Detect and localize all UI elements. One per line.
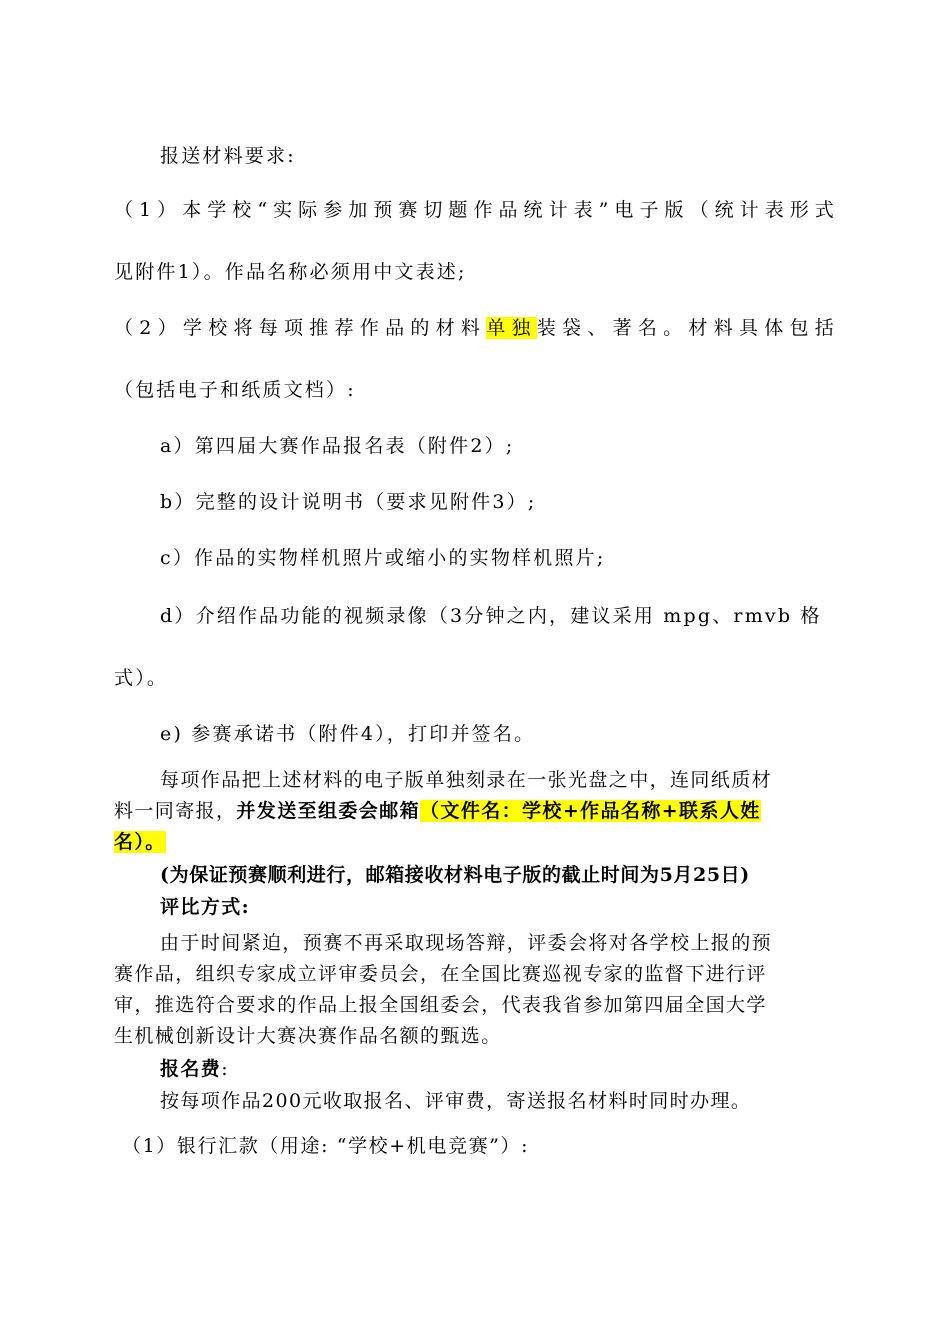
evaluation-line-2: 赛作品，组织专家成立评审委员会，在全国比赛巡视专家的监督下进行评 (114, 963, 767, 985)
fee-heading-colon: : (221, 1058, 230, 1080)
item-2-text-cont: 装袋、著名。材料具体包括 (536, 317, 837, 339)
item-2-line-1 (114, 316, 836, 340)
sub-item-d-line-1: d）介绍作品功能的视频录像（3分钟之内，建议采用 mpg、rmvb 格 (160, 605, 822, 627)
bank-transfer-line: （1）银行汇款（用途: “学校+机电竞赛”）: (122, 1135, 530, 1157)
item-1-line-2: 见附件1）。作品名称必须用中文表述; (114, 261, 467, 283)
filename-rule-highlight-end: 名）。 (114, 831, 166, 853)
sub-item-c: c）作品的实物样机照片或缩小的实物样机照片; (160, 547, 606, 569)
fee-heading-label: 报名费 (160, 1058, 222, 1080)
item-2-text: （2）学校将每项推荐作品的材料 (114, 317, 487, 339)
filename-rule-highlight: （文件名：学校+作品名称+联系人姓 (420, 800, 761, 822)
evaluation-line-4: 生机械创新设计大赛决赛作品名额的甄选。 (114, 1025, 502, 1047)
fee-line: 按每项作品200元收取报名、评审费，寄送报名材料时同时办理。 (160, 1090, 752, 1112)
evaluation-line-1: 由于时间紧迫，预赛不再采取现场答辩，评委会将对各学校上报的预 (160, 932, 773, 954)
evaluation-heading: 评比方式: (160, 896, 251, 918)
fee-heading (160, 1057, 229, 1081)
sub-item-d-line-2: 式）。 (114, 667, 169, 689)
evaluation-line-3: 审，推选符合要求的作品上报全国组委会，代表我省参加第四届全国大学 (114, 994, 767, 1016)
deadline-note: (为保证预赛顺利进行，邮箱接收材料电子版的截止时间为5月25日) (160, 864, 750, 886)
item-2-line-2: （包括电子和纸质文档）: (114, 379, 356, 401)
paragraph-1-text: 料一同寄报， (114, 800, 237, 822)
sub-item-e: e) 参赛承诺书（附件4），打印并签名。 (160, 723, 536, 745)
highlighted-word: 单独 (486, 317, 537, 339)
paragraph-1-line-1: 每项作品把上述材料的电子版单独刻录在一张光盘之中，连同纸质材 (160, 769, 773, 791)
sub-item-b: b）完整的设计说明书（要求见附件3）; (160, 491, 537, 513)
paragraph-1-line-2 (114, 799, 761, 823)
section-heading: 报送材料要求: (160, 145, 296, 167)
item-1-line-1: （1）本学校“实际参加预赛切题作品统计表”电子版（统计表形式 (114, 199, 836, 221)
email-instruction: 并发送至组委会邮箱 (236, 800, 421, 822)
paragraph-1-line-3 (114, 830, 166, 854)
sub-item-a: a）第四届大赛作品报名表（附件2）; (160, 435, 515, 457)
